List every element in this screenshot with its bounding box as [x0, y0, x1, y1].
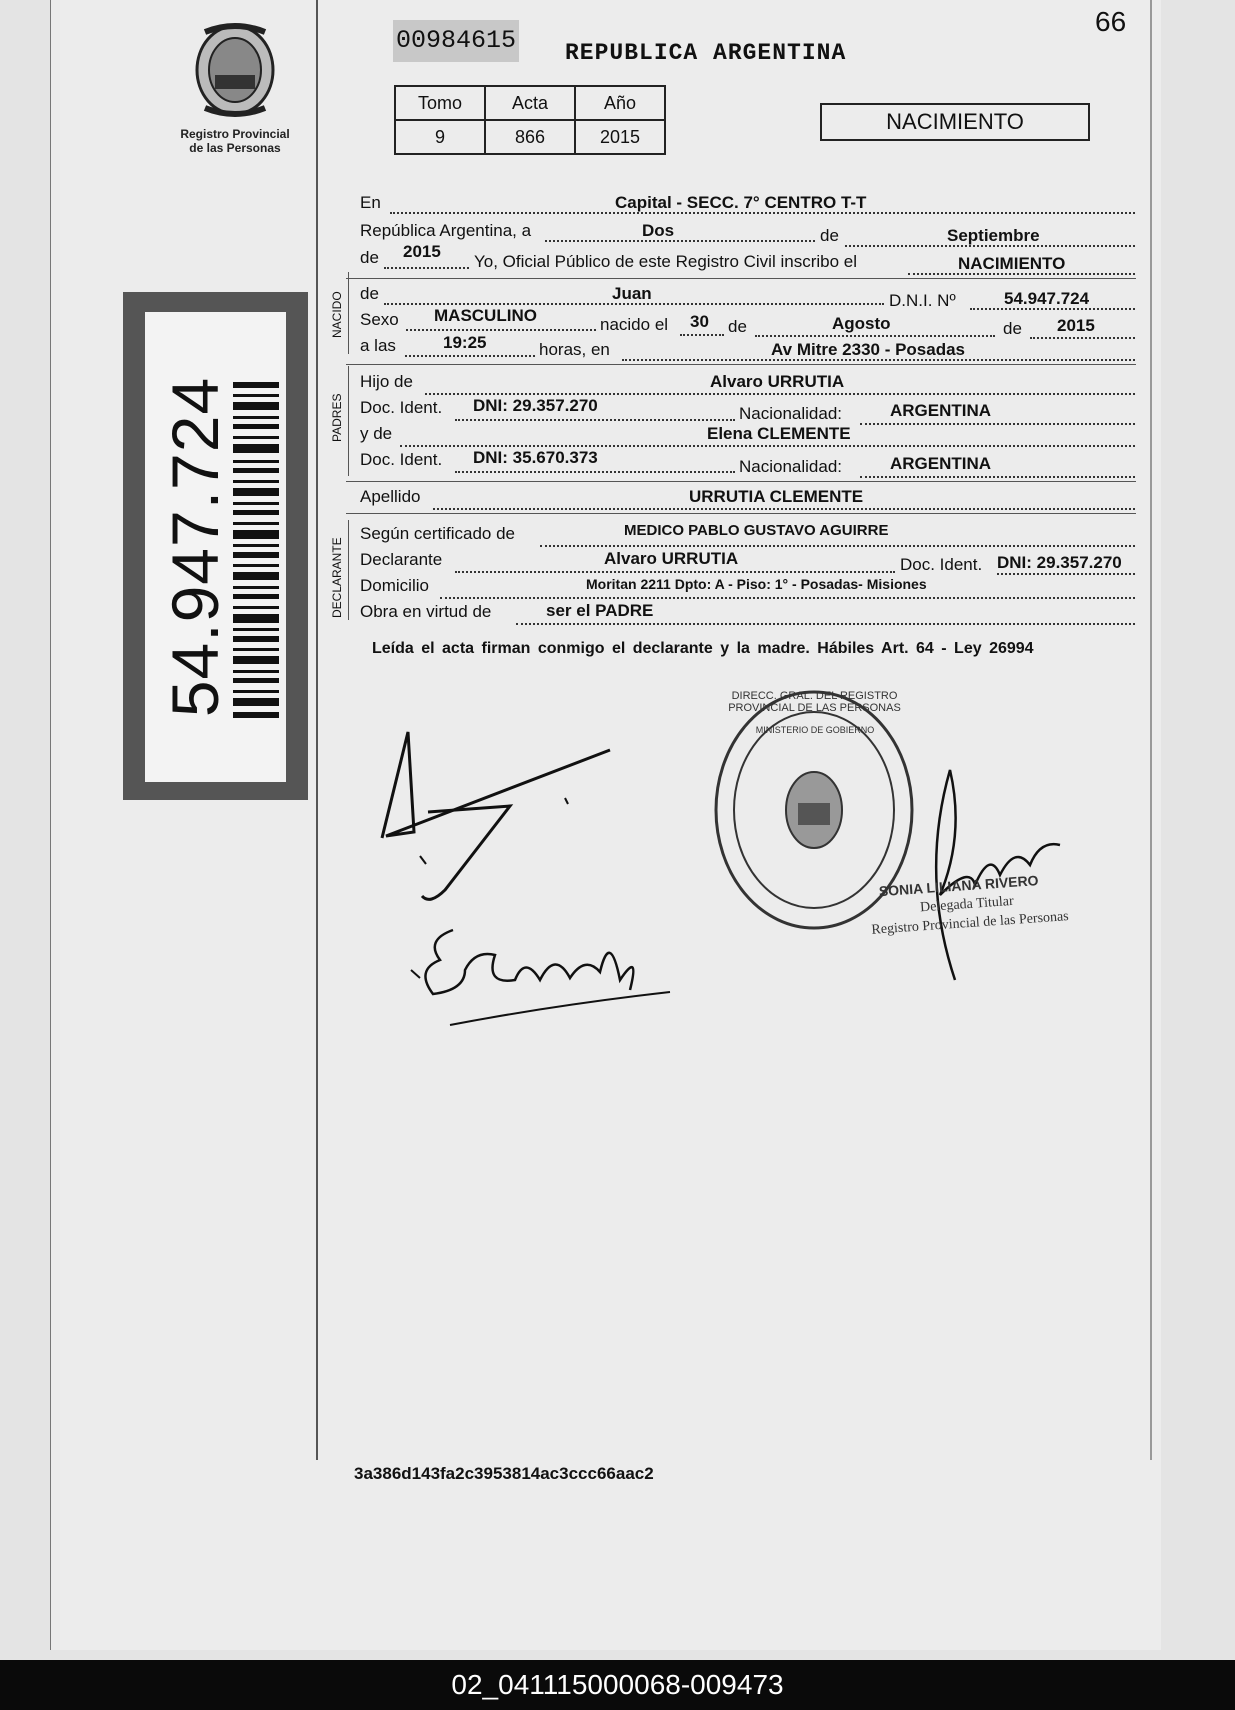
record-value-acta: 866 [485, 120, 575, 154]
section-bar-padres [348, 366, 349, 476]
dotted-line [405, 354, 535, 357]
barcode-bars-icon [233, 382, 279, 722]
record-table [394, 85, 666, 155]
dotted-line [400, 444, 1135, 447]
field-de5-label: de [1003, 319, 1022, 338]
field-apellido-label: Apellido [360, 487, 421, 506]
record-header-tomo: Tomo [395, 86, 485, 120]
field-place-value: Av Mitre 2330 - Posadas [771, 340, 966, 359]
emblem-caption [160, 127, 310, 155]
section-bar-declarante [348, 520, 349, 620]
field-horas-label: horas, en [539, 340, 610, 359]
page-number: 66 [1095, 6, 1127, 37]
record-value-ano: 2015 [575, 120, 665, 154]
field-month-value: Septiembre [947, 226, 1040, 245]
field-father-doc-label: Doc. Ident. [360, 398, 443, 417]
record-table-header [395, 86, 665, 120]
field-father-value: Alvaro URRUTIA [710, 372, 845, 391]
section-divider [346, 481, 1136, 482]
field-day-value: Dos [642, 221, 675, 240]
dotted-line [997, 572, 1135, 575]
field-name-value: Juan [612, 284, 652, 303]
dotted-line [545, 239, 815, 242]
field-de3-label: de [360, 284, 379, 303]
barcode-number: 54.947.724 [158, 376, 232, 718]
field-domicilio-label: Domicilio [360, 576, 429, 595]
section-divider [346, 364, 1136, 365]
declarant-signature-icon [370, 720, 620, 910]
record-header-acta: Acta [485, 86, 575, 120]
official-name: SONIA LILIANA RIVERO [878, 872, 1039, 900]
dotted-line [440, 596, 1135, 599]
mother-signature-icon [405, 910, 675, 1030]
record-value-tomo: 9 [395, 120, 485, 154]
dotted-line [455, 470, 735, 473]
dotted-line [755, 334, 995, 337]
section-bar-nacido [348, 272, 349, 354]
dotted-line [860, 475, 1135, 478]
field-de4-label: de [728, 317, 747, 336]
barcode-inner [145, 312, 286, 782]
emblem-caption-line2: de las Personas [189, 141, 281, 155]
field-dni-value: 54.947.724 [1004, 289, 1090, 308]
record-header-ano: Año [575, 86, 665, 120]
field-mother-nat-label: Nacionalidad: [739, 457, 843, 476]
field-alas-label: a las [360, 336, 396, 355]
field-de2-label: de [360, 248, 379, 267]
field-year-value: 2015 [403, 242, 441, 261]
field-hijo-label: Hijo de [360, 372, 413, 391]
field-decl-doc-label: Doc. Ident. [900, 555, 983, 574]
field-father-nat-label: Nacionalidad: [739, 404, 843, 423]
field-republica-label: República Argentina, a [360, 221, 532, 240]
side-label-nacido: NACIDO [330, 291, 344, 338]
field-yo-text: Yo, Oficial Público de este Registro Civil inscribo el [474, 252, 857, 271]
dotted-line [860, 422, 1135, 425]
document-title: REPUBLICA ARGENTINA [565, 40, 847, 66]
dotted-line [1030, 336, 1135, 339]
field-mother-nat-value: ARGENTINA [890, 454, 992, 473]
field-birth-year: 2015 [1057, 316, 1095, 335]
field-nacido-label: nacido el [600, 315, 669, 334]
closing-statement: Leída el acta firman conmigo el declarante y la madre. Hábiles Art. 64 - Ley 26994 [372, 640, 1034, 657]
field-declarante-value: Alvaro URRUTIA [604, 549, 739, 568]
section-divider [346, 513, 1136, 514]
side-label-padres: PADRES [330, 393, 344, 442]
official-role: Delegada Titular [919, 893, 1015, 916]
province-emblem-icon [190, 20, 280, 120]
barcode-label [123, 292, 308, 800]
dotted-line [455, 418, 735, 421]
official-signature-icon [900, 755, 1100, 985]
seal-ring-text: DIRECC. GRAL. DEL REGISTRO PROVINCIAL DE LAS PERSONAS [728, 690, 901, 714]
field-mother-doc-value: DNI: 35.670.373 [473, 448, 598, 467]
dotted-line [425, 392, 1135, 395]
field-apellido-value: URRUTIA CLEMENTE [689, 487, 864, 506]
field-domicilio-value: Moritan 2211 Dpto: A - Piso: 1° - Posadas- Misiones [586, 576, 927, 592]
dotted-line [680, 333, 724, 336]
dotted-line [516, 622, 1135, 625]
right-margin-line [1150, 0, 1152, 1460]
field-time-value: 19:25 [443, 333, 487, 352]
record-table-values [395, 120, 665, 154]
dotted-line [540, 544, 1135, 547]
field-en-value: Capital - SECC. 7° CENTRO T-T [615, 193, 867, 212]
side-label-declarante: DECLARANTE [330, 537, 344, 618]
field-inscribe-value: NACIMIENTO [958, 254, 1066, 273]
field-cert-label: Según certificado de [360, 524, 515, 543]
field-de-label: de [820, 226, 839, 245]
emblem-caption-line1: Registro Provincial [180, 127, 290, 141]
dotted-line [455, 570, 895, 573]
document-hash: 3a386d143fa2c3953814ac3ccc66aac2 [354, 1464, 654, 1483]
left-margin-line [316, 0, 318, 1460]
serial-number: 00984615 [393, 20, 519, 62]
field-en-label: En [360, 193, 381, 212]
official-office: Registro Provincial de las Personas [871, 909, 1070, 938]
dotted-line [433, 507, 1135, 510]
field-declarante-label: Declarante [360, 550, 443, 569]
field-decl-doc-value: DNI: 29.357.270 [997, 553, 1122, 572]
field-dni-label: D.N.I. Nº [889, 291, 956, 310]
footer-code: 02_041115000068-009473 [0, 1660, 1235, 1710]
seal-inner-text: MINISTERIO DE GOBIERNO [755, 725, 875, 735]
act-type-box: NACIMIENTO [820, 103, 1090, 141]
field-cert-value: MEDICO PABLO GUSTAVO AGUIRRE [624, 522, 889, 539]
section-divider [346, 278, 1136, 279]
field-birth-month: Agosto [832, 314, 891, 333]
field-obra-value: ser el PADRE [546, 601, 654, 620]
field-father-nat-value: ARGENTINA [890, 401, 992, 420]
field-obra-label: Obra en virtud de [360, 602, 492, 621]
field-mother-doc-label: Doc. Ident. [360, 450, 443, 469]
field-birth-day: 30 [690, 312, 709, 331]
dotted-line [384, 266, 469, 269]
field-father-doc-value: DNI: 29.357.270 [473, 396, 598, 415]
field-yde-label: y de [360, 424, 393, 443]
field-mother-value: Elena CLEMENTE [707, 424, 851, 443]
field-sexo-label: Sexo [360, 310, 399, 329]
dotted-line [406, 328, 596, 331]
field-sexo-value: MASCULINO [434, 306, 537, 325]
